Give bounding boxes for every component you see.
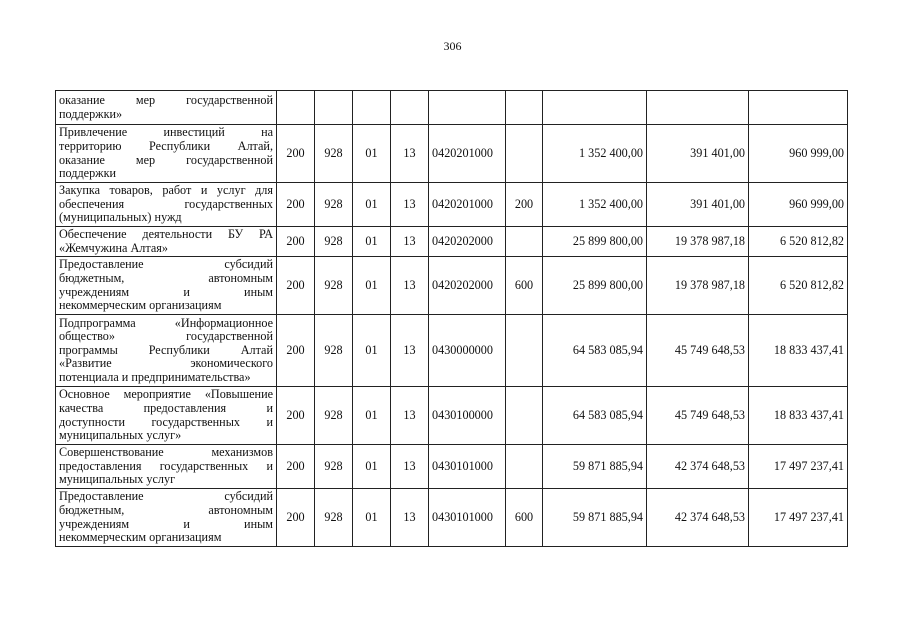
col-ministry: 928 xyxy=(315,227,353,257)
row-name-cell xyxy=(56,445,277,489)
col-amount-plan: 1 352 400,00 xyxy=(543,183,647,227)
col-amount-plan: 25 899 800,00 xyxy=(543,227,647,257)
col-target-article: 0420201000 xyxy=(429,183,506,227)
row-name-cell xyxy=(56,91,277,125)
col-amount-executed: 42 374 648,53 xyxy=(647,445,749,489)
table-row xyxy=(56,183,848,227)
row-name-line: потенциала и предпринимательства» xyxy=(59,369,251,384)
row-name-line: Совершенствование механизмов xyxy=(59,445,273,460)
row-name-line: общество» государственной xyxy=(59,329,273,344)
col-subsection xyxy=(391,91,429,125)
col-expense-type xyxy=(506,315,543,387)
col-expense-type xyxy=(506,445,543,489)
row-name-line: «Жемчужина Алтая» xyxy=(59,240,168,255)
col-subsection: 13 xyxy=(391,125,429,183)
col-section: 01 xyxy=(353,227,391,257)
row-name-line: качества предоставления и xyxy=(59,400,273,415)
col-target-article xyxy=(429,91,506,125)
col-amount-executed: 19 378 987,18 xyxy=(647,227,749,257)
col-amount-executed: 45 749 648,53 xyxy=(647,315,749,387)
col-target-article: 0430000000 xyxy=(429,315,506,387)
row-name-line: доступности государственных и xyxy=(59,414,273,429)
col-amount-plan xyxy=(543,91,647,125)
col-subsection: 13 xyxy=(391,257,429,315)
row-name-cell xyxy=(56,387,277,445)
row-name-line: территорию Республики Алтай, xyxy=(59,138,273,153)
col-amount-remainder: 6 520 812,82 xyxy=(749,257,848,315)
budget-table xyxy=(55,90,848,547)
col-target-article: 0430100000 xyxy=(429,387,506,445)
col-section: 01 xyxy=(353,315,391,387)
col-ministry: 928 xyxy=(315,489,353,547)
row-name-line: муниципальных услуг» xyxy=(59,428,182,443)
col-amount-executed xyxy=(647,91,749,125)
row-name-line: оказание мер государственной xyxy=(59,92,273,107)
col-code-1 xyxy=(277,91,315,125)
row-name-line: поддержки» xyxy=(59,106,123,121)
row-name-cell xyxy=(56,257,277,315)
col-ministry: 928 xyxy=(315,315,353,387)
col-section: 01 xyxy=(353,489,391,547)
row-name-line: Основное мероприятие «Повышение xyxy=(59,387,273,402)
col-subsection: 13 xyxy=(391,445,429,489)
col-ministry: 928 xyxy=(315,125,353,183)
col-amount-remainder: 6 520 812,82 xyxy=(749,227,848,257)
row-name-line: Привлечение инвестиций на xyxy=(59,125,273,140)
col-ministry: 928 xyxy=(315,257,353,315)
col-section xyxy=(353,91,391,125)
col-code-1: 200 xyxy=(277,387,315,445)
col-target-article: 0420202000 xyxy=(429,227,506,257)
col-code-1: 200 xyxy=(277,445,315,489)
col-ministry: 928 xyxy=(315,183,353,227)
col-target-article: 0420201000 xyxy=(429,125,506,183)
col-code-1: 200 xyxy=(277,489,315,547)
col-target-article: 0420202000 xyxy=(429,257,506,315)
col-expense-type: 600 xyxy=(506,489,543,547)
col-amount-remainder: 18 833 437,41 xyxy=(749,315,848,387)
col-amount-remainder: 960 999,00 xyxy=(749,125,848,183)
col-amount-remainder xyxy=(749,91,848,125)
col-amount-remainder: 960 999,00 xyxy=(749,183,848,227)
row-name-line: предоставления государственных и xyxy=(59,458,273,473)
col-expense-type xyxy=(506,227,543,257)
col-amount-plan: 64 583 085,94 xyxy=(543,315,647,387)
col-section: 01 xyxy=(353,183,391,227)
col-amount-plan: 64 583 085,94 xyxy=(543,387,647,445)
col-expense-type xyxy=(506,91,543,125)
col-ministry: 928 xyxy=(315,445,353,489)
row-name-line: Обеспечение деятельности БУ РА xyxy=(59,226,273,241)
col-subsection: 13 xyxy=(391,387,429,445)
row-name-cell xyxy=(56,489,277,547)
col-amount-executed: 391 401,00 xyxy=(647,183,749,227)
col-amount-executed: 19 378 987,18 xyxy=(647,257,749,315)
col-expense-type: 600 xyxy=(506,257,543,315)
row-name-line: программы Республики Алтай xyxy=(59,342,273,357)
col-amount-remainder: 17 497 237,41 xyxy=(749,445,848,489)
row-name-line: муниципальных услуг xyxy=(59,472,176,487)
col-ministry xyxy=(315,91,353,125)
row-name-line: некоммерческим организациям xyxy=(59,298,222,313)
col-section: 01 xyxy=(353,257,391,315)
col-ministry: 928 xyxy=(315,387,353,445)
col-amount-plan: 59 871 885,94 xyxy=(543,489,647,547)
col-code-1: 200 xyxy=(277,183,315,227)
col-subsection: 13 xyxy=(391,183,429,227)
table-row xyxy=(56,125,848,183)
col-target-article: 0430101000 xyxy=(429,445,506,489)
col-amount-plan: 25 899 800,00 xyxy=(543,257,647,315)
col-expense-type: 200 xyxy=(506,183,543,227)
table-row xyxy=(56,489,848,547)
col-amount-plan: 59 871 885,94 xyxy=(543,445,647,489)
table-row xyxy=(56,445,848,489)
col-amount-remainder: 17 497 237,41 xyxy=(749,489,848,547)
col-subsection: 13 xyxy=(391,315,429,387)
table-row xyxy=(56,227,848,257)
row-name-line: учреждениям и иным xyxy=(59,516,273,531)
row-name-line: оказание мер государственной xyxy=(59,152,273,167)
col-code-1: 200 xyxy=(277,125,315,183)
table-row xyxy=(56,387,848,445)
row-name-cell xyxy=(56,125,277,183)
col-subsection: 13 xyxy=(391,227,429,257)
col-code-1: 200 xyxy=(277,227,315,257)
row-name-cell xyxy=(56,227,277,257)
col-amount-executed: 42 374 648,53 xyxy=(647,489,749,547)
col-target-article: 0430101000 xyxy=(429,489,506,547)
row-name-line: (муниципальных) нужд xyxy=(59,210,182,225)
col-expense-type xyxy=(506,125,543,183)
page-number: 306 xyxy=(443,39,462,53)
col-amount-plan: 1 352 400,00 xyxy=(543,125,647,183)
col-code-1: 200 xyxy=(277,315,315,387)
table-row xyxy=(56,91,848,125)
row-name-cell xyxy=(56,183,277,227)
col-code-1: 200 xyxy=(277,257,315,315)
row-name-line: обеспечения государственных xyxy=(59,196,273,211)
col-amount-remainder: 18 833 437,41 xyxy=(749,387,848,445)
row-name-line: бюджетным, автономным xyxy=(59,502,273,517)
row-name-cell xyxy=(56,315,277,387)
row-name-line: учреждениям и иным xyxy=(59,284,273,299)
table-body xyxy=(56,91,848,547)
col-amount-executed: 391 401,00 xyxy=(647,125,749,183)
col-expense-type xyxy=(506,387,543,445)
col-section: 01 xyxy=(353,125,391,183)
row-name-line: Закупка товаров, работ и услуг для xyxy=(59,183,273,198)
col-section: 01 xyxy=(353,445,391,489)
row-name-line: Подпрограмма «Информационное xyxy=(59,315,273,330)
col-subsection: 13 xyxy=(391,489,429,547)
row-name-line: поддержки xyxy=(59,166,117,181)
table-row xyxy=(56,315,848,387)
row-name-line: бюджетным, автономным xyxy=(59,270,273,285)
table-row xyxy=(56,257,848,315)
row-name-line: Предоставление субсидий xyxy=(59,257,273,272)
row-name-line: Предоставление субсидий xyxy=(59,489,273,504)
row-name-line: «Развитие экономического xyxy=(59,356,273,371)
row-name-line: некоммерческим организациям xyxy=(59,530,222,545)
col-amount-executed: 45 749 648,53 xyxy=(647,387,749,445)
col-section: 01 xyxy=(353,387,391,445)
